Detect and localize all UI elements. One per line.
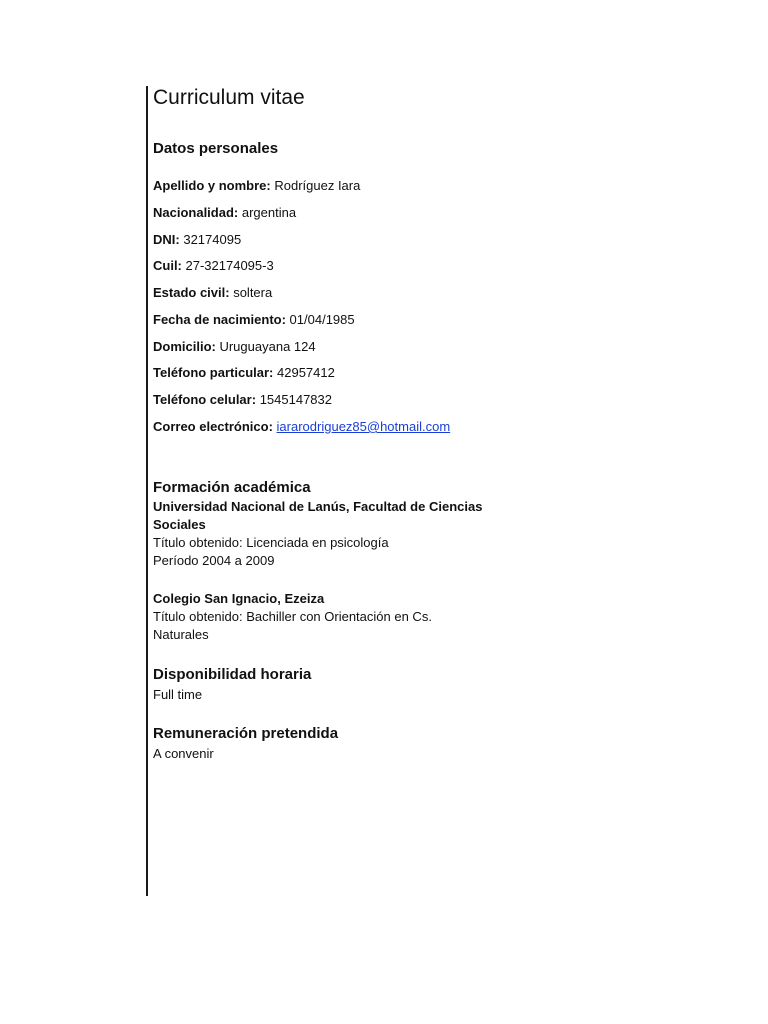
field-marital-status xyxy=(153,284,272,302)
field-label: Correo electrónico: xyxy=(153,419,273,434)
field-value: Uruguayana 124 xyxy=(219,339,316,354)
field-value: 01/04/1985 xyxy=(289,312,355,327)
field-label: Teléfono celular: xyxy=(153,392,257,407)
salary-value: A convenir xyxy=(153,746,214,761)
field-value: 1545147832 xyxy=(259,392,332,407)
field-label: DNI: xyxy=(153,232,180,247)
field-value: 42957412 xyxy=(277,365,335,380)
education-period: Período 2004 a 2009 xyxy=(153,553,275,568)
education-institution: Universidad Nacional de Lanús, Facultad de Ciencias Sociales xyxy=(153,499,483,532)
education-entry-university xyxy=(153,498,503,570)
field-label: Fecha de nacimiento: xyxy=(153,312,286,327)
field-dni xyxy=(153,231,241,249)
field-value: 32174095 xyxy=(183,232,242,247)
education-entry-school xyxy=(153,590,503,644)
field-address xyxy=(153,338,316,356)
field-label: Nacionalidad: xyxy=(153,205,239,220)
document-title: Curriculum vitae xyxy=(153,86,305,109)
field-label: Domicilio: xyxy=(153,339,216,354)
field-label: Teléfono particular: xyxy=(153,365,274,380)
left-margin-rule xyxy=(146,86,148,896)
field-label: Estado civil: xyxy=(153,285,230,300)
field-value: soltera xyxy=(233,285,273,300)
field-nationality xyxy=(153,204,296,222)
field-label: Cuil: xyxy=(153,258,182,273)
section-heading-availability: Disponibilidad horaria xyxy=(153,666,312,683)
section-heading-salary: Remuneración pretendida xyxy=(153,725,339,742)
field-label: Apellido y nombre: xyxy=(153,178,271,193)
field-home-phone xyxy=(153,364,335,382)
field-value: 27-32174095-3 xyxy=(185,258,274,273)
field-cuil xyxy=(153,257,274,275)
field-email xyxy=(153,418,450,436)
education-degree: Título obtenido: Bachiller con Orientación en Cs. Naturales xyxy=(153,609,432,642)
section-heading-education: Formación académica xyxy=(153,479,311,496)
availability-value: Full time xyxy=(153,687,203,702)
field-value: Rodríguez Iara xyxy=(274,178,361,193)
education-institution: Colegio San Ignacio, Ezeiza xyxy=(153,591,325,606)
field-value: argentina xyxy=(241,205,297,220)
field-birth-date xyxy=(153,311,355,329)
field-full-name xyxy=(153,177,360,195)
education-degree: Título obtenido: Licenciada en psicología xyxy=(153,535,389,550)
email-link[interactable]: iararodriguez85@hotmail.com xyxy=(276,419,451,434)
field-mobile-phone xyxy=(153,391,332,409)
section-heading-personal: Datos personales xyxy=(153,140,279,157)
